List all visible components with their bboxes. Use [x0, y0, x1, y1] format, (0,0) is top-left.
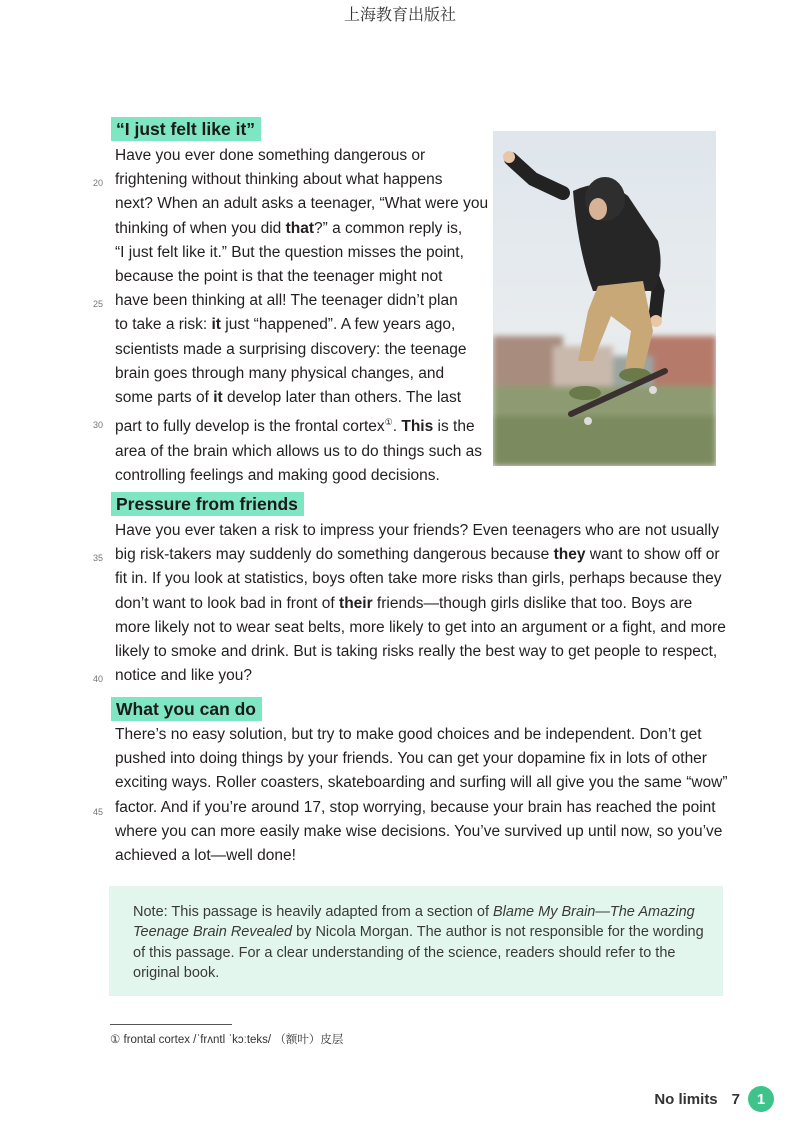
- text-line: Have you ever done something dangerous or: [115, 147, 426, 164]
- line-number: 30: [93, 420, 104, 430]
- section-heading-pressure: Pressure from friends: [111, 492, 304, 516]
- text-line: more likely not to wear seat belts, more likely to get into an argument or a fight, and more: [115, 618, 726, 636]
- text-line: Have you ever taken a risk to impress your friends? Even teenagers who are not usually: [115, 522, 719, 539]
- line-number: 45: [93, 807, 104, 817]
- text-line: exciting ways. Roller coasters, skateboarding and surfing will all give you the same “wow”: [115, 774, 728, 792]
- text-line: There’s no easy solution, but try to make good choices and be independent. Don’t get: [115, 726, 702, 743]
- unit-title: No limits: [654, 1090, 718, 1108]
- text-line: “I just felt like it.” But the question misses the point,: [115, 243, 464, 261]
- text-line: some parts of it develop later than others. The last: [115, 389, 462, 407]
- text-line: next? When an adult asks a teenager, “What were you: [115, 195, 489, 213]
- source-note-box: [109, 886, 723, 996]
- chapter-number-badge: 1: [748, 1086, 774, 1112]
- text-line: achieved a lot—well done!: [115, 847, 296, 865]
- text-line: fit in. If you look at statistics, boys often take more risks than girls, perhaps because they: [115, 570, 722, 588]
- footnote-divider: [110, 1024, 232, 1025]
- text-line: factor. And if you’re around 17, stop worrying, because your brain has reached the point: [115, 798, 716, 816]
- text-line: scientists made a surprising discovery: the teenage: [115, 340, 467, 358]
- section3-paragraph: [115, 723, 728, 868]
- section-heading-felt-like-it: “I just felt like it”: [111, 117, 261, 141]
- skateboarder-photo: [493, 131, 716, 466]
- text-line: because the point is that the teenager might not: [115, 268, 443, 286]
- line-number: 35: [93, 553, 104, 563]
- section2-paragraph: [115, 519, 726, 688]
- text-line: to take a risk: it just “happened”. A few years ago,: [115, 316, 456, 334]
- text-line: brain goes through many physical changes, and: [115, 364, 445, 382]
- text-line: likely to smoke and drink. But is taking risks really the best way to get people to respect,: [115, 643, 718, 661]
- text-line: area of the brain which allows us to do things such as: [115, 442, 483, 460]
- page-footer: [654, 1084, 774, 1114]
- text-line: where you can more easily make wise decisions. You’ve survived up until now, so you’ve: [115, 822, 723, 840]
- text-line: don’t want to look bad in front of their friends—though girls dislike that too. Boys are: [115, 594, 693, 612]
- text-line: frightening without thinking about what happens: [115, 171, 443, 189]
- footnote: ① frontal cortex /ˈfrʌntl ˈkɔːteks/ （额叶）皮层: [110, 1034, 344, 1046]
- source-note-text: Note: This passage is heavily adapted from a section of Blame My Brain—The Amazing Teenage Brain Revealed by Nicola Morgan. The author is not responsible for the wording of this passage. For a clear understanding of the science, readers should refer to the original book.: [133, 904, 704, 981]
- publisher-name: 上海教育出版社: [343, 5, 456, 24]
- text-line: have been thinking at all! The teenager didn’t plan: [115, 292, 458, 310]
- page-number: 7: [731, 1090, 740, 1108]
- text-line: thinking of when you did that?” a common reply is,: [115, 219, 463, 237]
- line-number: 40: [93, 674, 104, 684]
- section1-paragraph: [115, 144, 488, 488]
- line-number: 20: [93, 178, 104, 188]
- text-line: big risk-takers may suddenly do something dangerous because they want to show off or: [115, 546, 720, 564]
- text-line: part to fully develop is the frontal cortex①. This is the: [115, 417, 475, 436]
- line-number: 25: [93, 299, 104, 309]
- text-line: notice and like you?: [115, 667, 253, 685]
- footnote-marker: ①: [384, 417, 393, 428]
- section-heading-what-you-can-do: What you can do: [111, 697, 262, 721]
- text-line: pushed into doing things by your friends. You can get your dopamine fix in lots of other: [115, 750, 707, 768]
- text-line: controlling feelings and making good decisions.: [115, 466, 440, 484]
